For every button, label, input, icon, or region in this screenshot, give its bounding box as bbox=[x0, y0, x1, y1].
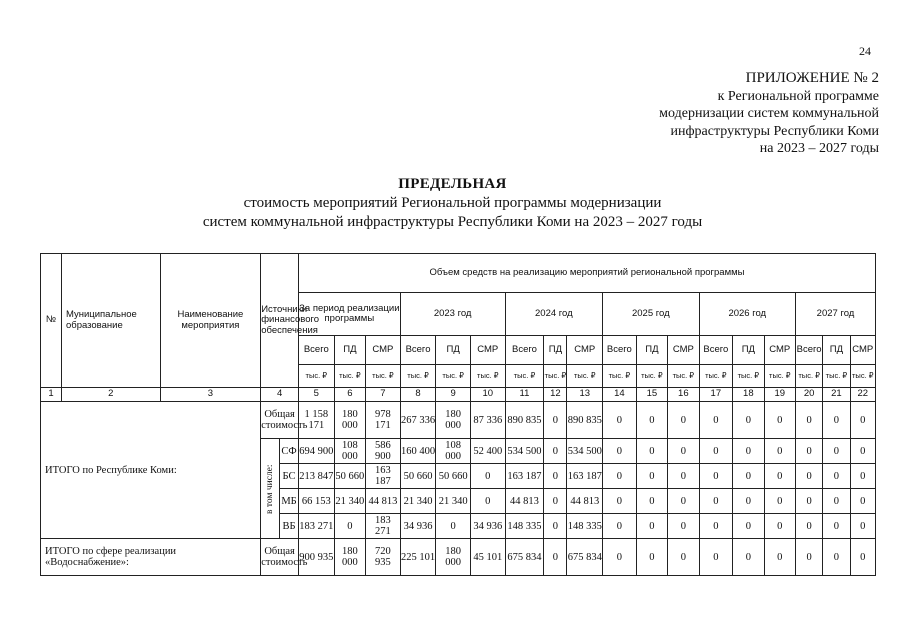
period-header: 2027 год bbox=[796, 293, 876, 336]
subheader-cell: Всего bbox=[603, 336, 637, 365]
subheader-cell: ПД bbox=[823, 336, 850, 365]
water-label: ИТОГО по сфере реализации «Водоснабжение»: bbox=[41, 539, 261, 576]
value-cell: 0 bbox=[668, 514, 699, 539]
appendix-block bbox=[659, 70, 879, 158]
column-number: 18 bbox=[733, 388, 764, 402]
subheader-cell: СМР bbox=[366, 336, 401, 365]
value-cell: 0 bbox=[796, 539, 823, 576]
header-municipal: Муниципальное образование bbox=[61, 254, 160, 388]
value-cell: 148 335 bbox=[567, 514, 603, 539]
value-cell: 890 835 bbox=[567, 402, 603, 439]
document-title bbox=[0, 175, 905, 232]
value-cell: 0 bbox=[668, 402, 699, 439]
value-cell: 0 bbox=[636, 514, 667, 539]
value-cell: 0 bbox=[544, 464, 567, 489]
source-cell: Общая стоимость bbox=[261, 539, 299, 576]
value-cell: 0 bbox=[823, 439, 850, 464]
value-cell: 180 000 bbox=[334, 539, 365, 576]
value-cell: 0 bbox=[544, 539, 567, 576]
unit-cell: тыс. ₽ bbox=[436, 365, 471, 388]
value-cell: 0 bbox=[850, 514, 875, 539]
appendix-title: ПРИЛОЖЕНИЕ № 2 bbox=[745, 70, 879, 86]
column-number: 2 bbox=[61, 388, 160, 402]
including-label: в том числе: bbox=[261, 439, 280, 539]
value-cell: 180 000 bbox=[334, 402, 365, 439]
value-cell: 0 bbox=[823, 402, 850, 439]
value-cell: 0 bbox=[764, 489, 795, 514]
column-number: 12 bbox=[544, 388, 567, 402]
value-cell: 0 bbox=[699, 402, 733, 439]
value-cell: 163 187 bbox=[366, 464, 401, 489]
value-cell: 675 834 bbox=[567, 539, 603, 576]
value-cell: 0 bbox=[850, 489, 875, 514]
value-cell: 0 bbox=[603, 402, 637, 439]
source-cell: ВБ bbox=[280, 514, 299, 539]
column-number: 8 bbox=[400, 388, 436, 402]
value-cell: 0 bbox=[544, 439, 567, 464]
header-source: Источники финансового обеспечения bbox=[261, 254, 299, 388]
value-cell: 50 660 bbox=[436, 464, 471, 489]
value-cell: 267 336 bbox=[400, 402, 436, 439]
value-cell: 0 bbox=[764, 514, 795, 539]
value-cell: 0 bbox=[796, 464, 823, 489]
value-cell: 0 bbox=[668, 539, 699, 576]
unit-cell: тыс. ₽ bbox=[470, 365, 505, 388]
unit-cell: тыс. ₽ bbox=[850, 365, 875, 388]
value-cell: 108 000 bbox=[436, 439, 471, 464]
value-cell: 21 340 bbox=[334, 489, 365, 514]
value-cell: 0 bbox=[636, 439, 667, 464]
column-number: 11 bbox=[505, 388, 544, 402]
source-cell: БС bbox=[280, 464, 299, 489]
value-cell: 0 bbox=[668, 489, 699, 514]
value-cell: 160 400 bbox=[400, 439, 436, 464]
value-cell: 0 bbox=[636, 539, 667, 576]
value-cell: 225 101 bbox=[400, 539, 436, 576]
unit-cell: тыс. ₽ bbox=[668, 365, 699, 388]
value-cell: 0 bbox=[699, 439, 733, 464]
value-cell: 0 bbox=[850, 539, 875, 576]
value-cell: 34 936 bbox=[470, 514, 505, 539]
value-cell: 534 500 bbox=[505, 439, 544, 464]
value-cell: 720 935 bbox=[366, 539, 401, 576]
value-cell: 21 340 bbox=[436, 489, 471, 514]
total-label: ИТОГО по Республике Коми: bbox=[41, 402, 261, 539]
subheader-cell: Всего bbox=[699, 336, 733, 365]
unit-cell: тыс. ₽ bbox=[544, 365, 567, 388]
value-cell: 50 660 bbox=[400, 464, 436, 489]
unit-cell: тыс. ₽ bbox=[699, 365, 733, 388]
subheader-cell: СМР bbox=[470, 336, 505, 365]
value-cell: 0 bbox=[699, 514, 733, 539]
appendix-line: на 2023 – 2027 годы bbox=[759, 141, 879, 156]
value-cell: 0 bbox=[470, 464, 505, 489]
unit-cell: тыс. ₽ bbox=[400, 365, 436, 388]
value-cell: 0 bbox=[733, 539, 764, 576]
unit-cell: тыс. ₽ bbox=[796, 365, 823, 388]
value-cell: 0 bbox=[733, 439, 764, 464]
period-header: 2025 год bbox=[603, 293, 699, 336]
value-cell: 1 158 171 bbox=[298, 402, 334, 439]
value-cell: 900 935 bbox=[298, 539, 334, 576]
unit-cell: тыс. ₽ bbox=[764, 365, 795, 388]
title-heading: ПРЕДЕЛЬНАЯ bbox=[398, 176, 507, 192]
value-cell: 0 bbox=[764, 402, 795, 439]
value-cell: 0 bbox=[764, 464, 795, 489]
subheader-cell: СМР bbox=[567, 336, 603, 365]
subheader-cell: Всего bbox=[400, 336, 436, 365]
value-cell: 213 847 bbox=[298, 464, 334, 489]
source-cell: СФ bbox=[280, 439, 299, 464]
column-number: 22 bbox=[850, 388, 875, 402]
value-cell: 0 bbox=[544, 489, 567, 514]
value-cell: 0 bbox=[733, 489, 764, 514]
value-cell: 0 bbox=[436, 514, 471, 539]
value-cell: 45 101 bbox=[470, 539, 505, 576]
period-header: 2023 год bbox=[400, 293, 505, 336]
value-cell: 0 bbox=[764, 539, 795, 576]
value-cell: 0 bbox=[733, 402, 764, 439]
unit-cell: тыс. ₽ bbox=[298, 365, 334, 388]
value-cell: 675 834 bbox=[505, 539, 544, 576]
value-cell: 0 bbox=[668, 464, 699, 489]
column-number: 13 bbox=[567, 388, 603, 402]
value-cell: 534 500 bbox=[567, 439, 603, 464]
value-cell: 163 187 bbox=[567, 464, 603, 489]
value-cell: 0 bbox=[796, 402, 823, 439]
unit-cell: тыс. ₽ bbox=[366, 365, 401, 388]
source-cell: Общая стоимость bbox=[261, 402, 299, 439]
page-number: 24 bbox=[859, 44, 871, 58]
subheader-cell: СМР bbox=[668, 336, 699, 365]
header-event: Наименование мероприятия bbox=[160, 254, 261, 388]
value-cell: 978 171 bbox=[366, 402, 401, 439]
appendix-line: инфраструктуры Республики Коми bbox=[670, 123, 879, 139]
value-cell: 52 400 bbox=[470, 439, 505, 464]
value-cell: 0 bbox=[823, 464, 850, 489]
value-cell: 180 000 bbox=[436, 539, 471, 576]
value-cell: 50 660 bbox=[334, 464, 365, 489]
value-cell: 0 bbox=[668, 439, 699, 464]
value-cell: 0 bbox=[823, 514, 850, 539]
unit-cell: тыс. ₽ bbox=[505, 365, 544, 388]
header-no: № bbox=[41, 254, 62, 388]
unit-cell: тыс. ₽ bbox=[334, 365, 365, 388]
appendix-line: модернизации систем коммунальной bbox=[659, 106, 879, 121]
value-cell: 34 936 bbox=[400, 514, 436, 539]
value-cell: 183 271 bbox=[298, 514, 334, 539]
unit-cell: тыс. ₽ bbox=[567, 365, 603, 388]
source-cell: МБ bbox=[280, 489, 299, 514]
column-number: 10 bbox=[470, 388, 505, 402]
value-cell: 0 bbox=[850, 464, 875, 489]
period-header: За период реализации программы bbox=[298, 293, 400, 336]
value-cell: 148 335 bbox=[505, 514, 544, 539]
value-cell: 44 813 bbox=[505, 489, 544, 514]
column-number: 5 bbox=[298, 388, 334, 402]
column-number: 15 bbox=[636, 388, 667, 402]
value-cell: 44 813 bbox=[567, 489, 603, 514]
value-cell: 183 271 bbox=[366, 514, 401, 539]
column-number: 20 bbox=[796, 388, 823, 402]
column-number: 16 bbox=[668, 388, 699, 402]
subheader-cell: ПД bbox=[436, 336, 471, 365]
value-cell: 0 bbox=[470, 489, 505, 514]
value-cell: 180 000 bbox=[436, 402, 471, 439]
column-number: 1 bbox=[41, 388, 62, 402]
value-cell: 0 bbox=[823, 489, 850, 514]
value-cell: 0 bbox=[733, 464, 764, 489]
unit-cell: тыс. ₽ bbox=[636, 365, 667, 388]
period-header: 2024 год bbox=[505, 293, 603, 336]
unit-cell: тыс. ₽ bbox=[603, 365, 637, 388]
column-number: 7 bbox=[366, 388, 401, 402]
value-cell: 0 bbox=[603, 539, 637, 576]
column-number: 14 bbox=[603, 388, 637, 402]
value-cell: 0 bbox=[764, 439, 795, 464]
value-cell: 0 bbox=[544, 514, 567, 539]
subheader-cell: Всего bbox=[505, 336, 544, 365]
column-number: 19 bbox=[764, 388, 795, 402]
cost-table-wrap bbox=[40, 253, 876, 576]
value-cell: 0 bbox=[699, 489, 733, 514]
subheader-cell: ПД bbox=[636, 336, 667, 365]
value-cell: 694 900 bbox=[298, 439, 334, 464]
value-cell: 0 bbox=[603, 514, 637, 539]
value-cell: 0 bbox=[636, 402, 667, 439]
value-cell: 0 bbox=[603, 489, 637, 514]
column-number: 4 bbox=[261, 388, 299, 402]
value-cell: 0 bbox=[699, 539, 733, 576]
subheader-cell: Всего bbox=[796, 336, 823, 365]
value-cell: 21 340 bbox=[400, 489, 436, 514]
value-cell: 44 813 bbox=[366, 489, 401, 514]
subheader-cell: ПД bbox=[334, 336, 365, 365]
subheader-cell: СМР bbox=[764, 336, 795, 365]
cost-table bbox=[40, 253, 876, 576]
subheader-cell: СМР bbox=[850, 336, 875, 365]
value-cell: 108 000 bbox=[334, 439, 365, 464]
value-cell: 0 bbox=[796, 439, 823, 464]
value-cell: 163 187 bbox=[505, 464, 544, 489]
period-header: 2026 год bbox=[699, 293, 795, 336]
title-line: стоимость мероприятий Региональной программы модернизации bbox=[243, 195, 662, 211]
header-volume: Объем средств на реализацию мероприятий региональной программы bbox=[298, 254, 875, 293]
value-cell: 0 bbox=[850, 402, 875, 439]
column-number: 6 bbox=[334, 388, 365, 402]
value-cell: 0 bbox=[334, 514, 365, 539]
value-cell: 586 900 bbox=[366, 439, 401, 464]
title-line: систем коммунальной инфраструктуры Республики Коми на 2023 – 2027 годы bbox=[202, 214, 703, 230]
value-cell: 890 835 bbox=[505, 402, 544, 439]
value-cell: 0 bbox=[636, 464, 667, 489]
unit-cell: тыс. ₽ bbox=[823, 365, 850, 388]
column-number: 9 bbox=[436, 388, 471, 402]
subheader-cell: ПД bbox=[733, 336, 764, 365]
column-number: 21 bbox=[823, 388, 850, 402]
value-cell: 0 bbox=[636, 489, 667, 514]
column-number: 3 bbox=[160, 388, 261, 402]
value-cell: 0 bbox=[823, 539, 850, 576]
value-cell: 0 bbox=[796, 489, 823, 514]
subheader-cell: ПД bbox=[544, 336, 567, 365]
value-cell: 87 336 bbox=[470, 402, 505, 439]
subheader-cell: Всего bbox=[298, 336, 334, 365]
unit-cell: тыс. ₽ bbox=[733, 365, 764, 388]
value-cell: 0 bbox=[603, 464, 637, 489]
value-cell: 0 bbox=[733, 514, 764, 539]
value-cell: 0 bbox=[603, 439, 637, 464]
value-cell: 0 bbox=[544, 402, 567, 439]
value-cell: 0 bbox=[850, 439, 875, 464]
appendix-line: к Региональной программе bbox=[717, 88, 879, 104]
column-number: 17 bbox=[699, 388, 733, 402]
value-cell: 0 bbox=[699, 464, 733, 489]
value-cell: 0 bbox=[796, 514, 823, 539]
value-cell: 66 153 bbox=[298, 489, 334, 514]
